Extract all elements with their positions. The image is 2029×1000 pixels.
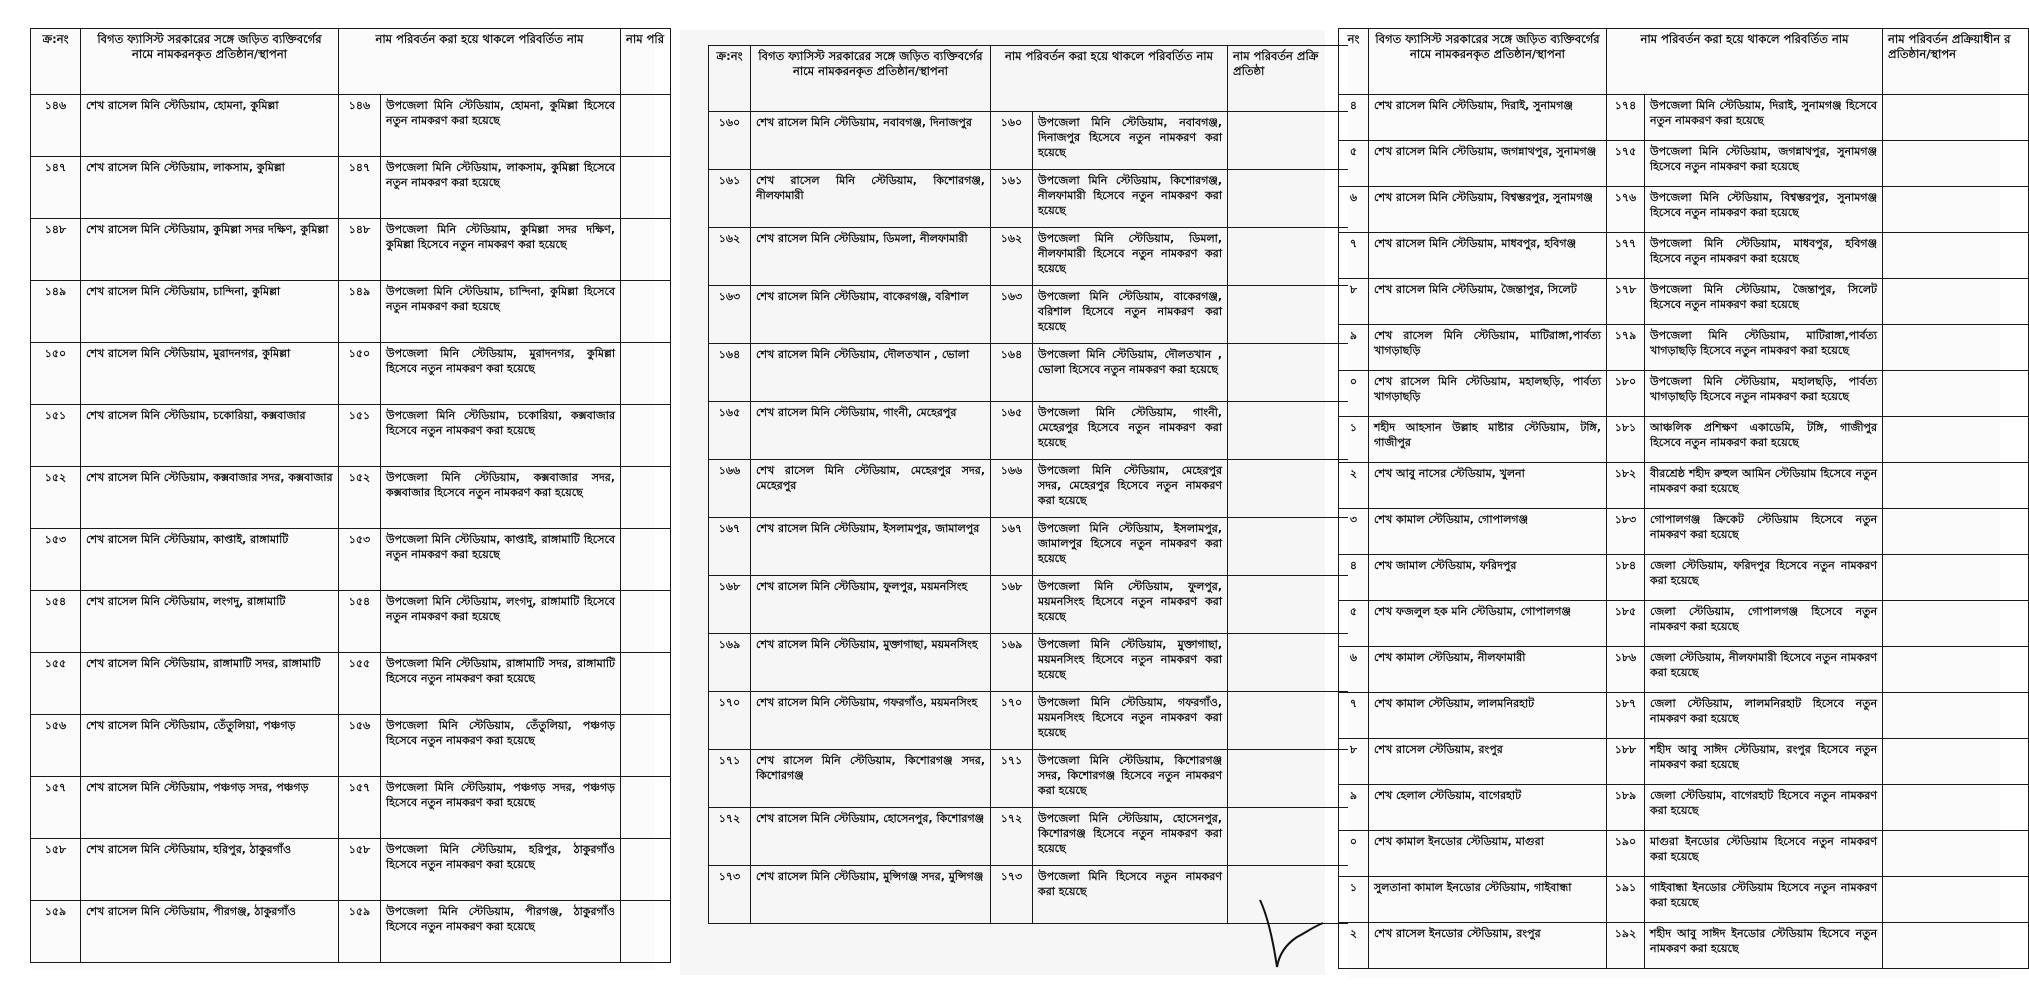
serial-cell: ৮	[1339, 739, 1369, 785]
new-serial-cell: ১৭৬	[1607, 187, 1645, 233]
serial-cell: ৯	[1339, 785, 1369, 831]
new-serial-cell: ১৫৩	[339, 529, 381, 591]
pending-cell	[1883, 877, 2029, 923]
pending-cell	[1883, 371, 2029, 417]
serial-cell: ১৫৪	[31, 591, 81, 653]
serial-cell: ১৭৩	[709, 866, 751, 924]
serial-cell: ০	[1339, 371, 1369, 417]
new-name-cell: উপজেলা মিনি স্টেডিয়াম, দিরাই, সুনামগঞ্জ হিসেবে নতুন নামকরণ করা হয়েছে	[1645, 95, 1883, 141]
serial-cell: ১৫৭	[31, 777, 81, 839]
new-serial-cell: ১৯০	[1607, 831, 1645, 877]
table-header-row	[709, 46, 1359, 112]
institution-name-cell: শেখ রাসেল মিনি স্টেডিয়াম, বিশ্বম্ভরপুর, সুনামগঞ্জ	[1369, 187, 1607, 233]
serial-cell: ১৪৮	[31, 219, 81, 281]
new-serial-cell: ১৫৫	[339, 653, 381, 715]
table-row	[1339, 279, 2029, 325]
table-row	[31, 281, 671, 343]
new-name-cell: উপজেলা মিনি স্টেডিয়াম, হরিপুর, ঠাকুরগাঁও হিসেবে নতুন নামকরণ করা হয়েছে	[381, 839, 621, 901]
new-serial-cell: ১৭০	[991, 692, 1033, 750]
serial-cell: ১	[1339, 417, 1369, 463]
new-serial-cell: ১৮০	[1607, 371, 1645, 417]
table-row	[709, 344, 1359, 402]
table-row	[1339, 739, 2029, 785]
new-name-cell: উপজেলা মিনি স্টেডিয়াম, কাপ্তাই, রাঙ্গামাটি হিসেবে নতুন নামকরণ করা হয়েছে	[381, 529, 621, 591]
serial-cell: ১৫০	[31, 343, 81, 405]
table-row	[1339, 95, 2029, 141]
serial-cell: ৫	[1339, 141, 1369, 187]
table-row	[709, 576, 1359, 634]
new-name-cell: উপজেলা মিনি স্টেডিয়াম, গাংনী, মেহেরপুর হিসেবে নতুন নামকরণ করা হয়েছে	[1033, 402, 1228, 460]
table-row	[1339, 463, 2029, 509]
new-serial-cell: ১৫৭	[339, 777, 381, 839]
new-serial-cell: ১৪৭	[339, 157, 381, 219]
table-row	[709, 170, 1359, 228]
new-serial-cell: ১৮২	[1607, 463, 1645, 509]
institution-name-cell: শেখ রাসেল মিনি স্টেডিয়াম, তেঁতুলিয়া, পঞ্চগড়	[81, 715, 339, 777]
serial-cell: ১৬৩	[709, 286, 751, 344]
rename-table-page-2	[708, 45, 1359, 924]
serial-cell: ২	[1339, 923, 1369, 969]
new-name-cell: উপজেলা মিনি স্টেডিয়াম, মহালছড়ি, পার্বত্য খাগড়াছড়ি হিসেবে নতুন নামকরণ করা হয়েছে	[1645, 371, 1883, 417]
institution-name-cell: শেখ রাসেল মিনি স্টেডিয়াম, রাঙ্গামাটি সদর, রাঙ্গামাটি	[81, 653, 339, 715]
institution-name-cell: শেখ কামাল স্টেডিয়াম, গোপালগঞ্জ	[1369, 509, 1607, 555]
table-row	[1339, 831, 2029, 877]
header-pending: নাম পরিবর্তন প্রক্রি প্রতিষ্ঠা	[1228, 46, 1359, 112]
table-row	[709, 750, 1359, 808]
header-pending: নাম পরিবর্তন প্রক্রিয়াধীন র প্রতিষ্ঠান/স্থাপন	[1883, 29, 2029, 95]
institution-name-cell: শেখ রাসেল মিনি স্টেডিয়াম, কাপ্তাই, রাঙ্গামাটি	[81, 529, 339, 591]
table-row	[709, 460, 1359, 518]
pending-cell	[1883, 739, 2029, 785]
institution-name-cell: শেখ রাসেল মিনি স্টেডিয়াম, পঞ্চগড় সদর, পঞ্চগড়	[81, 777, 339, 839]
table-row	[709, 402, 1359, 460]
serial-cell: ১	[1339, 877, 1369, 923]
institution-name-cell: সুলতানা কামাল ইনডোর স্টেডিয়াম, গাইবান্ধা	[1369, 877, 1607, 923]
pending-cell	[1883, 509, 2029, 555]
new-serial-cell: ১৫৪	[339, 591, 381, 653]
new-serial-cell: ১৪৬	[339, 95, 381, 157]
table-row	[1339, 647, 2029, 693]
institution-name-cell: শেখ রাসেল মিনি স্টেডিয়াম, ইসলামপুর, জামালপুর	[751, 518, 991, 576]
header-institution: বিগত ফ্যাসিস্ট সরকারের সঙ্গে জড়িত ব্যক্তিবর্গের নামে নামকরনকৃত প্রতিষ্ঠান/স্থাপনা	[751, 46, 991, 112]
institution-name-cell: শেখ রাসেল মিনি স্টেডিয়াম, গফরগাঁও, ময়মনসিংহ	[751, 692, 991, 750]
institution-name-cell: শেখ রাসেল মিনি স্টেডিয়াম, নবাবগঞ্জ, দিনাজপুর	[751, 112, 991, 170]
new-name-cell: উপজেলা মিনি স্টেডিয়াম, মুরাদনগর, কুমিল্লা হিসেবে নতুন নামকরণ করা হয়েছে	[381, 343, 621, 405]
institution-name-cell: শেখ রাসেল মিনি স্টেডিয়াম, দিরাই, সুনামগঞ্জ	[1369, 95, 1607, 141]
serial-cell: ১৬০	[709, 112, 751, 170]
serial-cell: ১৬৭	[709, 518, 751, 576]
new-name-cell: উপজেলা মিনি স্টেডিয়াম, পঞ্চগড় সদর, পঞ্চগড় হিসেবে নতুন নামকরণ করা হয়েছে	[381, 777, 621, 839]
serial-cell: ৫	[1339, 601, 1369, 647]
pending-cell	[621, 901, 671, 963]
serial-cell: ১৬২	[709, 228, 751, 286]
serial-cell: ৪	[1339, 95, 1369, 141]
new-serial-cell: ১৬৩	[991, 286, 1033, 344]
serial-cell: ৮	[1339, 279, 1369, 325]
new-serial-cell: ১৭২	[991, 808, 1033, 866]
new-name-cell: উপজেলা মিনি স্টেডিয়াম, ডিমলা, নীলফামারী হিসেবে নতুন নামকরণ করা হয়েছে	[1033, 228, 1228, 286]
pending-cell	[1883, 417, 2029, 463]
table-row	[1339, 601, 2029, 647]
serial-cell: ১৬৮	[709, 576, 751, 634]
new-name-cell: উপজেলা মিনি স্টেডিয়াম, লংগদু, রাঙ্গামাটি হিসেবে নতুন নামকরণ করা হয়েছে	[381, 591, 621, 653]
institution-name-cell: শেখ রাসেল মিনি স্টেডিয়াম, মাটিরাঙ্গা,পার্বত্য খাগড়াছড়ি	[1369, 325, 1607, 371]
new-name-cell: আঞ্চলিক প্রশিক্ষণ একাডেমি, টঙ্গি, গাজীপুর হিসেবে নতুন নামকরণ করা হয়েছে	[1645, 417, 1883, 463]
table-row	[31, 715, 671, 777]
table-row	[1339, 923, 2029, 969]
serial-cell: ১৫২	[31, 467, 81, 529]
institution-name-cell: শেখ কামাল স্টেডিয়াম, লালমনিরহাট	[1369, 693, 1607, 739]
institution-name-cell: শেখ রাসেল মিনি স্টেডিয়াম, চকোরিয়া, কক্সবাজার	[81, 405, 339, 467]
table-row	[31, 467, 671, 529]
new-name-cell: জেলা স্টেডিয়াম, লালমনিরহাট হিসেবে নতুন নামকরণ করা হয়েছে	[1645, 693, 1883, 739]
serial-cell: ১৬৪	[709, 344, 751, 402]
document-page-1	[30, 28, 665, 970]
new-name-cell: উপজেলা মিনি স্টেডিয়াম, কক্সবাজার সদর, কক্সবাজার হিসেবে নতুন নামকরণ করা হয়েছে	[381, 467, 621, 529]
new-serial-cell: ১৬৮	[991, 576, 1033, 634]
serial-cell: ১৫৩	[31, 529, 81, 591]
pending-cell	[621, 715, 671, 777]
pending-cell	[621, 405, 671, 467]
new-name-cell: উপজেলা মিনি স্টেডিয়াম, নবাবগঞ্জ, দিনাজপুর হিসেবে নতুন নামকরণ করা হয়েছে	[1033, 112, 1228, 170]
pending-cell	[1883, 279, 2029, 325]
institution-name-cell: শেখ রাসেল মিনি স্টেডিয়াম, ফুলপুর, ময়মনসিংহ	[751, 576, 991, 634]
institution-name-cell: শেখ হেলাল স্টেডিয়াম, বাগেরহাট	[1369, 785, 1607, 831]
new-serial-cell: ১৬২	[991, 228, 1033, 286]
new-serial-cell: ১৭৭	[1607, 233, 1645, 279]
pending-cell	[1883, 325, 2029, 371]
new-serial-cell: ১৮১	[1607, 417, 1645, 463]
institution-name-cell: শেখ রাসেল মিনি স্টেডিয়াম, মাধবপুর, হবিগঞ্জ	[1369, 233, 1607, 279]
serial-cell: ৯	[1339, 325, 1369, 371]
institution-name-cell: শেখ রাসেল মিনি স্টেডিয়াম, হোসেনপুর, কিশোরগঞ্জ	[751, 808, 991, 866]
pending-cell	[621, 653, 671, 715]
table-row	[31, 777, 671, 839]
institution-name-cell: শেখ রাসেল মিনি স্টেডিয়াম, গাংনী, মেহেরপুর	[751, 402, 991, 460]
new-name-cell: উপজেলা মিনি স্টেডিয়াম, ফুলপুর, ময়মনসিংহ হিসেবে নতুন নামকরণ করা হয়েছে	[1033, 576, 1228, 634]
new-name-cell: উপজেলা মিনি স্টেডিয়াম, মাধবপুর, হবিগঞ্জ হিসেবে নতুন নামকরণ করা হয়েছে	[1645, 233, 1883, 279]
serial-cell: ১৬৫	[709, 402, 751, 460]
header-new-name: নাম পরিবর্তন করা হয়ে থাকলে পরিবর্তিত নাম	[1607, 29, 1883, 95]
institution-name-cell: শেখ কামাল ইনডোর স্টেডিয়াম, মাগুরা	[1369, 831, 1607, 877]
new-name-cell: উপজেলা মিনি স্টেডিয়াম, লাকসাম, কুমিল্লা হিসেবে নতুন নামকরণ করা হয়েছে	[381, 157, 621, 219]
table-row	[1339, 693, 2029, 739]
new-name-cell: জেলা স্টেডিয়াম, গোপালগঞ্জ হিসেবে নতুন নামকরণ করা হয়েছে	[1645, 601, 1883, 647]
institution-name-cell: শেখ কামাল স্টেডিয়াম, নীলফামারী	[1369, 647, 1607, 693]
institution-name-cell: শেখ রাসেল মিনি স্টেডিয়াম, মুরাদনগর, কুমিল্লা	[81, 343, 339, 405]
table-row	[1339, 509, 2029, 555]
table-row	[31, 343, 671, 405]
new-serial-cell: ১৫১	[339, 405, 381, 467]
pending-cell	[1883, 233, 2029, 279]
new-serial-cell: ১৫৯	[339, 901, 381, 963]
institution-name-cell: শেখ রাসেল মিনি স্টেডিয়াম, জগন্নাথপুর, সুনামগঞ্জ	[1369, 141, 1607, 187]
pending-cell	[621, 219, 671, 281]
new-name-cell: উপজেলা মিনি স্টেডিয়াম, রাঙ্গামাটি সদর, রাঙ্গামাটি হিসেবে নতুন নামকরণ করা হয়েছে	[381, 653, 621, 715]
new-name-cell: উপজেলা মিনি স্টেডিয়াম, গফরগাঁও, ময়মনসিংহ হিসেবে নতুন নামকরণ করা হয়েছে	[1033, 692, 1228, 750]
new-name-cell: উপজেলা মিনি স্টেডিয়াম, মেহেরপুর সদর, মেহেরপুর হিসেবে নতুন নামকরণ করা হয়েছে	[1033, 460, 1228, 518]
institution-name-cell: শেখ জামাল স্টেডিয়াম, ফরিদপুর	[1369, 555, 1607, 601]
new-serial-cell: ১৮৩	[1607, 509, 1645, 555]
institution-name-cell: শেখ রাসেল মিনি স্টেডিয়াম, পীরগঞ্জ, ঠাকুরগাঁও	[81, 901, 339, 963]
new-name-cell: মাগুরা ইনডোর স্টেডিয়াম হিসেবে নতুন নামকরণ করা হয়েছে	[1645, 831, 1883, 877]
new-serial-cell: ১৬৫	[991, 402, 1033, 460]
table-row	[1339, 555, 2029, 601]
institution-name-cell: শেখ রাসেল মিনি স্টেডিয়াম, মুন্সিগঞ্জ সদর, মুন্সিগঞ্জ	[751, 866, 991, 924]
new-name-cell: উপজেলা মিনি স্টেডিয়াম, কুমিল্লা সদর দক্ষিণ, কুমিল্লা হিসেবে নতুন নামকরণ করা হয়েছে	[381, 219, 621, 281]
table-row	[709, 692, 1359, 750]
pending-cell	[1883, 463, 2029, 509]
institution-name-cell: শেখ রাসেল মিনি স্টেডিয়াম, কক্সবাজার সদর, কক্সবাজার	[81, 467, 339, 529]
header-new-name: নাম পরিবর্তন করা হয়ে থাকলে পরিবর্তিত নাম	[339, 29, 621, 95]
table-row	[709, 286, 1359, 344]
new-name-cell: উপজেলা মিনি স্টেডিয়াম, বাকেরগঞ্জ, বরিশাল হিসেবে নতুন নামকরণ করা হয়েছে	[1033, 286, 1228, 344]
new-name-cell: উপজেলা মিনি স্টেডিয়াম, মাটিরাঙ্গা,পার্বত্য খাগড়াছড়ি হিসেবে নতুন নামকরণ করা হয়েছে	[1645, 325, 1883, 371]
table-row	[709, 634, 1359, 692]
serial-cell: ৩	[1339, 509, 1369, 555]
new-name-cell: উপজেলা মিনি স্টেডিয়াম, হোমনা, কুমিল্লা হিসেবে নতুন নামকরণ করা হয়েছে	[381, 95, 621, 157]
institution-name-cell: শেখ রাসেল মিনি স্টেডিয়াম, বাকেরগঞ্জ, বরিশাল	[751, 286, 991, 344]
new-name-cell: শহীদ আবু সাঈদ স্টেডিয়াম, রংপুর হিসেবে নতুন নামকরণ করা হয়েছে	[1645, 739, 1883, 785]
pending-cell	[621, 281, 671, 343]
serial-cell: ৭	[1339, 693, 1369, 739]
institution-name-cell: শহীদ আহসান উল্লাহ মাষ্টার স্টেডিয়াম, টঙ্গি, গাজীপুর	[1369, 417, 1607, 463]
serial-cell: ১৫১	[31, 405, 81, 467]
serial-cell: ৬	[1339, 647, 1369, 693]
institution-name-cell: শেখ রাসেল মিনি স্টেডিয়াম, কুমিল্লা সদর দক্ষিণ, কুমিল্লা	[81, 219, 339, 281]
table-row	[1339, 325, 2029, 371]
table-row	[1339, 233, 2029, 279]
table-row	[1339, 371, 2029, 417]
pending-cell	[1883, 141, 2029, 187]
new-serial-cell: ১৫২	[339, 467, 381, 529]
table-row	[1339, 877, 2029, 923]
serial-cell: ১৫৫	[31, 653, 81, 715]
pending-cell	[621, 591, 671, 653]
new-name-cell: উপজেলা মিনি স্টেডিয়াম, চান্দিনা, কুমিল্লা হিসেবে নতুন নামকরণ করা হয়েছে	[381, 281, 621, 343]
table-row	[31, 653, 671, 715]
new-name-cell: উপজেলা মিনি স্টেডিয়াম, হোসেনপুর, কিশোরগঞ্জ হিসেবে নতুন নামকরণ করা হয়েছে	[1033, 808, 1228, 866]
table-row	[31, 219, 671, 281]
new-name-cell: উপজেলা মিনি হিসেবে নতুন নামকরণ করা হয়েছে	[1033, 866, 1228, 924]
new-serial-cell: ১৭৯	[1607, 325, 1645, 371]
rename-table-page-3	[1338, 28, 2029, 969]
new-name-cell: উপজেলা মিনি স্টেডিয়াম, মুক্তাগাছা, ময়মনসিংহ হিসেবে নতুন নামকরণ করা হয়েছে	[1033, 634, 1228, 692]
pending-cell	[621, 777, 671, 839]
table-row	[709, 228, 1359, 286]
serial-cell: ১৪৭	[31, 157, 81, 219]
serial-cell: ১৬১	[709, 170, 751, 228]
institution-name-cell: শেখ আবু নাসের স্টেডিয়াম, খুলনা	[1369, 463, 1607, 509]
serial-cell: ১৫৮	[31, 839, 81, 901]
new-serial-cell: ১৮৪	[1607, 555, 1645, 601]
institution-name-cell: শেখ রাসেল মিনি স্টেডিয়াম, মহালছড়ি, পার্বত্য খাগড়াছড়ি	[1369, 371, 1607, 417]
table-row	[31, 901, 671, 963]
new-serial-cell: ১৯২	[1607, 923, 1645, 969]
table-header-row	[31, 29, 671, 95]
pending-cell	[1883, 693, 2029, 739]
institution-name-cell: শেখ রাসেল মিনি স্টেডিয়াম, কিশোরগঞ্জ, নীলফামারী	[751, 170, 991, 228]
pending-cell	[621, 529, 671, 591]
pending-cell	[1883, 95, 2029, 141]
institution-name-cell: শেখ রাসেল মিনি স্টেডিয়াম, লংগদু, রাঙ্গামাটি	[81, 591, 339, 653]
new-name-cell: উপজেলা মিনি স্টেডিয়াম, কিশোরগঞ্জ সদর, কিশোরগঞ্জ হিসেবে নতুন নামকরণ করা হয়েছে	[1033, 750, 1228, 808]
header-new-name: নাম পরিবর্তন করা হয়ে থাকলে পরিবর্তিত নাম	[991, 46, 1228, 112]
serial-cell: ১৭০	[709, 692, 751, 750]
rename-table-page-1	[30, 28, 671, 963]
table-row	[31, 405, 671, 467]
new-serial-cell: ১৫৮	[339, 839, 381, 901]
new-name-cell: উপজেলা মিনি স্টেডিয়াম, জৈন্তাপুর, সিলেট হিসেবে নতুন নামকরণ করা হয়েছে	[1645, 279, 1883, 325]
table-row	[31, 591, 671, 653]
new-serial-cell: ১৬৬	[991, 460, 1033, 518]
pending-cell	[621, 343, 671, 405]
institution-name-cell: শেখ রাসেল মিনি স্টেডিয়াম, কিশোরগঞ্জ সদর, কিশোরগঞ্জ	[751, 750, 991, 808]
serial-cell: ২	[1339, 463, 1369, 509]
serial-cell: ৭	[1339, 233, 1369, 279]
table-row	[709, 112, 1359, 170]
pending-cell	[621, 839, 671, 901]
new-name-cell: গোপালগঞ্জ ক্রিকেট স্টেডিয়াম হিসেবে নতুন নামকরণ করা হয়েছে	[1645, 509, 1883, 555]
table-row	[1339, 417, 2029, 463]
new-serial-cell: ১৭৪	[1607, 95, 1645, 141]
institution-name-cell: শেখ রাসেল মিনি স্টেডিয়াম, মেহেরপুর সদর, মেহেরপুর	[751, 460, 991, 518]
pending-cell	[1883, 187, 2029, 233]
serial-cell: ১৪৬	[31, 95, 81, 157]
header-institution: বিগত ফ্যাসিস্ট সরকারের সঙ্গে জড়িত ব্যক্তিবর্গের নামে নামকরনকৃত প্রতিষ্ঠান/স্থাপনা	[1369, 29, 1607, 95]
institution-name-cell: শেখ রাসেল মিনি স্টেডিয়াম, হরিপুর, ঠাকুরগাঁও	[81, 839, 339, 901]
pending-cell	[1883, 555, 2029, 601]
table-row	[709, 518, 1359, 576]
header-institution: বিগত ফ্যাসিস্ট সরকারের সঙ্গে জড়িত ব্যক্তিবর্গের নামে নামকরনকৃত প্রতিষ্ঠান/স্থাপনা	[81, 29, 339, 95]
institution-name-cell: শেখ ফজলুল হক মনি স্টেডিয়াম, গোপালগঞ্জ	[1369, 601, 1607, 647]
pending-cell	[621, 467, 671, 529]
institution-name-cell: শেখ রাসেল মিনি স্টেডিয়াম, হোমনা, কুমিল্লা	[81, 95, 339, 157]
new-name-cell: শহীদ আবু সাঈদ ইনডোর স্টেডিয়াম হিসেবে নতুন নামকরণ করা হয়েছে	[1645, 923, 1883, 969]
new-name-cell: জেলা স্টেডিয়াম, বাগেরহাট হিসেবে নতুন নামকরণ করা হয়েছে	[1645, 785, 1883, 831]
serial-cell: ১৪৯	[31, 281, 81, 343]
new-serial-cell: ১৮৫	[1607, 601, 1645, 647]
institution-name-cell: শেখ রাসেল মিনি স্টেডিয়াম, দৌলতখান , ভোলা	[751, 344, 991, 402]
new-serial-cell: ১৯১	[1607, 877, 1645, 923]
new-serial-cell: ১৬৪	[991, 344, 1033, 402]
new-name-cell: উপজেলা মিনি স্টেডিয়াম, ইসলামপুর, জামালপুর হিসেবে নতুন নামকরণ করা হয়েছে	[1033, 518, 1228, 576]
pending-cell	[1883, 923, 2029, 969]
signature-mark	[1255, 895, 1325, 975]
new-name-cell: জেলা স্টেডিয়াম, নীলফামারী হিসেবে নতুন নামকরণ করা হয়েছে	[1645, 647, 1883, 693]
new-serial-cell: ১৬৯	[991, 634, 1033, 692]
institution-name-cell: শেখ রাসেল মিনি স্টেডিয়াম, জৈন্তাপুর, সিলেট	[1369, 279, 1607, 325]
new-name-cell: বীরশ্রেষ্ঠ শহীদ রুহুল আমিন স্টেডিয়াম হিসেবে নতুন নামকরণ করা হয়েছে	[1645, 463, 1883, 509]
new-serial-cell: ১৮৭	[1607, 693, 1645, 739]
header-serial: ক্র:নং	[709, 46, 751, 112]
serial-cell: ১৬৬	[709, 460, 751, 518]
new-name-cell: উপজেলা মিনি স্টেডিয়াম, পীরগঞ্জ, ঠাকুরগাঁও হিসেবে নতুন নামকরণ করা হয়েছে	[381, 901, 621, 963]
serial-cell: ১৭১	[709, 750, 751, 808]
serial-cell: ০	[1339, 831, 1369, 877]
serial-cell: ৬	[1339, 187, 1369, 233]
header-serial: নং	[1339, 29, 1369, 95]
institution-name-cell: শেখ রাসেল মিনি স্টেডিয়াম, লাকসাম, কুমিল্লা	[81, 157, 339, 219]
pending-cell	[621, 95, 671, 157]
serial-cell: ১৫৯	[31, 901, 81, 963]
serial-cell: ১৬৯	[709, 634, 751, 692]
new-serial-cell: ১৬০	[991, 112, 1033, 170]
document-page-3	[1347, 28, 2011, 978]
new-serial-cell: ১৬৭	[991, 518, 1033, 576]
new-name-cell: গাইবান্ধা ইনডোর স্টেডিয়াম হিসেবে নতুন নামকরণ করা হয়েছে	[1645, 877, 1883, 923]
new-serial-cell: ১৭৮	[1607, 279, 1645, 325]
table-row	[1339, 141, 2029, 187]
new-serial-cell: ১৪৯	[339, 281, 381, 343]
pending-cell	[1883, 601, 2029, 647]
new-serial-cell: ১৫৬	[339, 715, 381, 777]
pending-cell	[1883, 647, 2029, 693]
pending-cell	[1883, 785, 2029, 831]
table-header-row	[1339, 29, 2029, 95]
new-name-cell: উপজেলা মিনি স্টেডিয়াম, জগন্নাথপুর, সুনামগঞ্জ হিসেবে নতুন নামকরণ করা হয়েছে	[1645, 141, 1883, 187]
new-name-cell: উপজেলা মিনি স্টেডিয়াম, তেঁতুলিয়া, পঞ্চগড় হিসেবে নতুন নামকরণ করা হয়েছে	[381, 715, 621, 777]
pending-cell	[1883, 831, 2029, 877]
table-row	[31, 839, 671, 901]
institution-name-cell: শেখ রাসেল স্টেডিয়াম, রংপুর	[1369, 739, 1607, 785]
serial-cell: ১৫৬	[31, 715, 81, 777]
new-name-cell: জেলা স্টেডিয়াম, ফরিদপুর হিসেবে নতুন নামকরণ করা হয়েছে	[1645, 555, 1883, 601]
serial-cell: ১৭২	[709, 808, 751, 866]
serial-cell: ৪	[1339, 555, 1369, 601]
header-serial: ক্র:নং	[31, 29, 81, 95]
institution-name-cell: শেখ রাসেল মিনি স্টেডিয়াম, মুক্তাগাছা, ময়মনসিংহ	[751, 634, 991, 692]
document-page-2	[680, 30, 1325, 975]
institution-name-cell: শেখ রাসেল মিনি স্টেডিয়াম, চান্দিনা, কুমিল্লা	[81, 281, 339, 343]
new-serial-cell: ১৬১	[991, 170, 1033, 228]
new-serial-cell: ১৮৬	[1607, 647, 1645, 693]
header-pending: নাম পরি	[621, 29, 671, 95]
new-serial-cell: ১৫০	[339, 343, 381, 405]
table-row	[31, 95, 671, 157]
new-serial-cell: ১৭১	[991, 750, 1033, 808]
new-name-cell: উপজেলা মিনি স্টেডিয়াম, দৌলতখান , ভোলা হিসেবে নতুন নামকরণ করা হয়েছে	[1033, 344, 1228, 402]
table-row	[31, 529, 671, 591]
new-serial-cell: ১৭৩	[991, 866, 1033, 924]
institution-name-cell: শেখ রাসেল ইনডোর স্টেডিয়াম, রংপুর	[1369, 923, 1607, 969]
new-name-cell: উপজেলা মিনি স্টেডিয়াম, বিশ্বম্ভরপুর, সুনামগঞ্জ হিসেবে নতুন নামকরণ করা হয়েছে	[1645, 187, 1883, 233]
new-name-cell: উপজেলা মিনি স্টেডিয়াম, চকোরিয়া, কক্সবাজার হিসেবে নতুন নামকরণ করা হয়েছে	[381, 405, 621, 467]
table-row	[1339, 187, 2029, 233]
new-serial-cell: ১৮৯	[1607, 785, 1645, 831]
new-serial-cell: ১৮৮	[1607, 739, 1645, 785]
table-row	[1339, 785, 2029, 831]
new-name-cell: উপজেলা মিনি স্টেডিয়াম, কিশোরগঞ্জ, নীলফামারী হিসেবে নতুন নামকরণ করা হয়েছে	[1033, 170, 1228, 228]
table-row	[31, 157, 671, 219]
new-serial-cell: ১৭৫	[1607, 141, 1645, 187]
institution-name-cell: শেখ রাসেল মিনি স্টেডিয়াম, ডিমলা, নীলফামারী	[751, 228, 991, 286]
pending-cell	[621, 157, 671, 219]
new-serial-cell: ১৪৮	[339, 219, 381, 281]
table-row	[709, 808, 1359, 866]
